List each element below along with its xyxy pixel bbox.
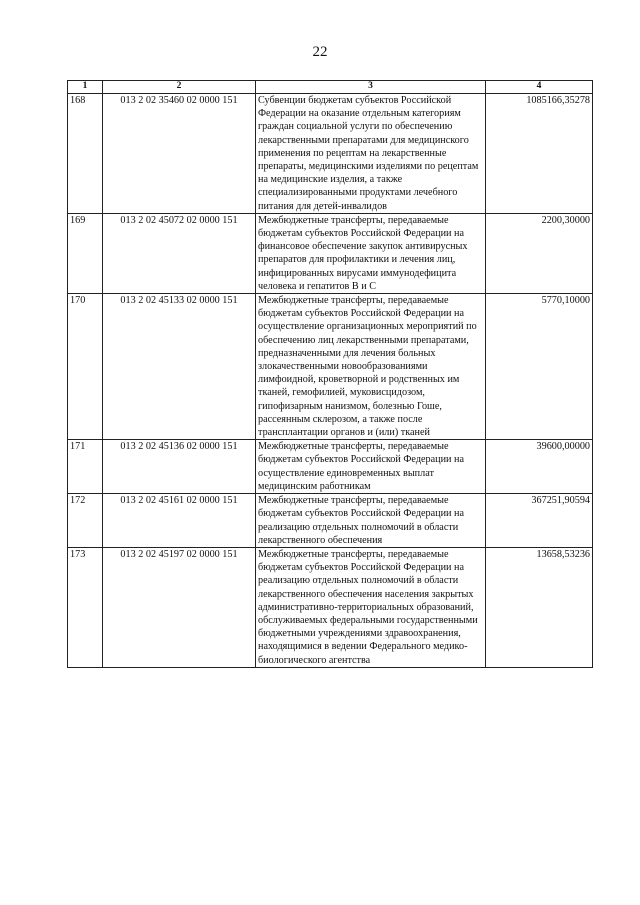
row-amount: 1085166,35278 <box>486 94 593 214</box>
row-description: Субвенции бюджетам субъектов Российской Федерации на оказание отдельным категориям граждан социальной услуги по обеспечению лекарственными препаратами для медицинского применения по рецептам на лекарственные препараты, медицинскими изделиями по рецептам на медицинские изделия, а также специализированными продуктами лечебного питания для детей-инвалидов <box>256 94 486 214</box>
budget-code: 013 2 02 45197 02 0000 151 <box>103 547 256 667</box>
table-row <box>68 213 593 293</box>
row-amount: 367251,90594 <box>486 494 593 548</box>
budget-table <box>67 80 593 668</box>
row-number: 169 <box>68 213 103 293</box>
row-number: 173 <box>68 547 103 667</box>
row-number: 170 <box>68 294 103 440</box>
row-description: Межбюджетные трансферты, передаваемые бюджетам субъектов Российской Федерации на реализацию отдельных полномочий в области лекарственного обеспечения <box>256 494 486 548</box>
column-header-2: 2 <box>103 81 256 94</box>
row-amount: 13658,53236 <box>486 547 593 667</box>
row-number: 171 <box>68 440 103 494</box>
page-number: 22 <box>312 44 328 60</box>
row-amount: 5770,10000 <box>486 294 593 440</box>
row-number: 168 <box>68 94 103 214</box>
row-amount: 2200,30000 <box>486 213 593 293</box>
column-header-4: 4 <box>486 81 593 94</box>
row-description: Межбюджетные трансферты, передаваемые бюджетам субъектов Российской Федерации на финансовое обеспечение закупок антивирусных препаратов для профилактики и лечения лиц, инфицированных вирусами иммунодефицита человека и гепатитов В и С <box>256 213 486 293</box>
table-row <box>68 440 593 494</box>
budget-code: 013 2 02 35460 02 0000 151 <box>103 94 256 214</box>
row-description: Межбюджетные трансферты, передаваемые бюджетам субъектов Российской Федерации на осуществление организационных мероприятий по обеспечению лиц лекарственными препаратами, предназначенными для лечения больных злокачественными новообразованиями лимфоидной, кроветворной и родственных им тканей, гемофилией, муковисцидозом, гипофизарным нанизмом, болезнью Гоше, рассеянным склерозом, а также после трансплантации органов и (или) тканей <box>256 294 486 440</box>
table-row <box>68 547 593 667</box>
table-row <box>68 94 593 214</box>
row-description: Межбюджетные трансферты, передаваемые бюджетам субъектов Российской Федерации на осуществление единовременных выплат медицинским работникам <box>256 440 486 494</box>
row-amount: 39600,00000 <box>486 440 593 494</box>
row-number: 172 <box>68 494 103 548</box>
row-description: Межбюджетные трансферты, передаваемые бюджетам субъектов Российской Федерации на реализацию отдельных полномочий в области лекарственного обеспечения населения закрытых административно-территориальных образований, обслуживаемых федеральными государственными бюджетными учреждениями здравоохранения, находящимися в ведении Федерального медико-биологического агентства <box>256 547 486 667</box>
budget-code: 013 2 02 45161 02 0000 151 <box>103 494 256 548</box>
table-row <box>68 294 593 440</box>
budget-code: 013 2 02 45136 02 0000 151 <box>103 440 256 494</box>
budget-code: 013 2 02 45072 02 0000 151 <box>103 213 256 293</box>
table-row <box>68 494 593 548</box>
column-header-1: 1 <box>68 81 103 94</box>
column-header-3: 3 <box>256 81 486 94</box>
budget-code: 013 2 02 45133 02 0000 151 <box>103 294 256 440</box>
table-header-row <box>68 81 593 94</box>
